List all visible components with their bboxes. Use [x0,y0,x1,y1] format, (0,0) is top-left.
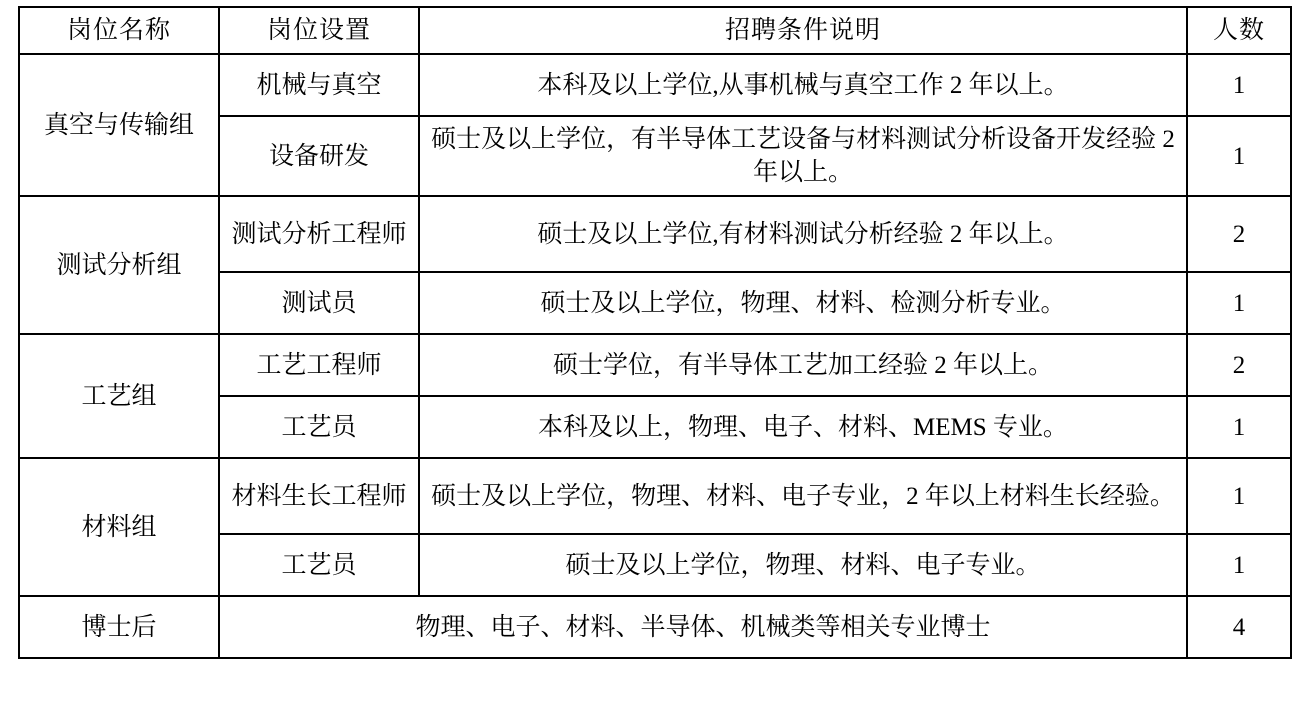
post-cell: 工艺工程师 [219,334,419,396]
post-cell: 测试员 [219,272,419,334]
requirement-cell: 本科及以上，物理、电子、材料、MEMS 专业。 [419,396,1187,458]
count-cell: 1 [1187,272,1291,334]
count-cell: 1 [1187,534,1291,596]
requirement-cell: 物理、电子、材料、半导体、机械类等相关专业博士 [219,596,1187,658]
post-cell: 工艺员 [219,534,419,596]
recruitment-table [18,6,1292,659]
group-name-cell: 材料组 [19,458,219,596]
post-cell: 测试分析工程师 [219,196,419,272]
table-row [19,196,1291,272]
column-header-requirements: 招聘条件说明 [419,7,1187,54]
group-name-cell: 真空与传输组 [19,54,219,196]
column-header-job-name: 岗位名称 [19,7,219,54]
requirement-cell: 本科及以上学位,从事机械与真空工作 2 年以上。 [419,54,1187,116]
count-cell: 4 [1187,596,1291,658]
post-cell: 材料生长工程师 [219,458,419,534]
post-cell: 工艺员 [219,396,419,458]
count-cell: 1 [1187,54,1291,116]
group-name-cell: 测试分析组 [19,196,219,334]
post-cell: 机械与真空 [219,54,419,116]
table-row [19,54,1291,116]
table-header [19,7,1291,54]
table-header-row [19,7,1291,54]
table-body [19,54,1291,658]
count-cell: 1 [1187,458,1291,534]
table-row [19,596,1291,658]
requirement-cell: 硕士及以上学位，物理、材料、电子专业。 [419,534,1187,596]
count-cell: 1 [1187,116,1291,196]
requirement-cell: 硕士学位，有半导体工艺加工经验 2 年以上。 [419,334,1187,396]
count-cell: 2 [1187,196,1291,272]
column-header-count: 人数 [1187,7,1291,54]
count-cell: 1 [1187,396,1291,458]
requirement-cell: 硕士及以上学位，物理、材料、电子专业，2 年以上材料生长经验。 [419,458,1187,534]
group-name-cell: 工艺组 [19,334,219,458]
post-cell: 设备研发 [219,116,419,196]
table-row [19,458,1291,534]
group-name-cell: 博士后 [19,596,219,658]
count-cell: 2 [1187,334,1291,396]
requirement-cell: 硕士及以上学位,有材料测试分析经验 2 年以上。 [419,196,1187,272]
column-header-job-post: 岗位设置 [219,7,419,54]
requirement-cell: 硕士及以上学位，物理、材料、检测分析专业。 [419,272,1187,334]
requirement-cell: 硕士及以上学位，有半导体工艺设备与材料测试分析设备开发经验 2 年以上。 [419,116,1187,196]
table-row [19,334,1291,396]
